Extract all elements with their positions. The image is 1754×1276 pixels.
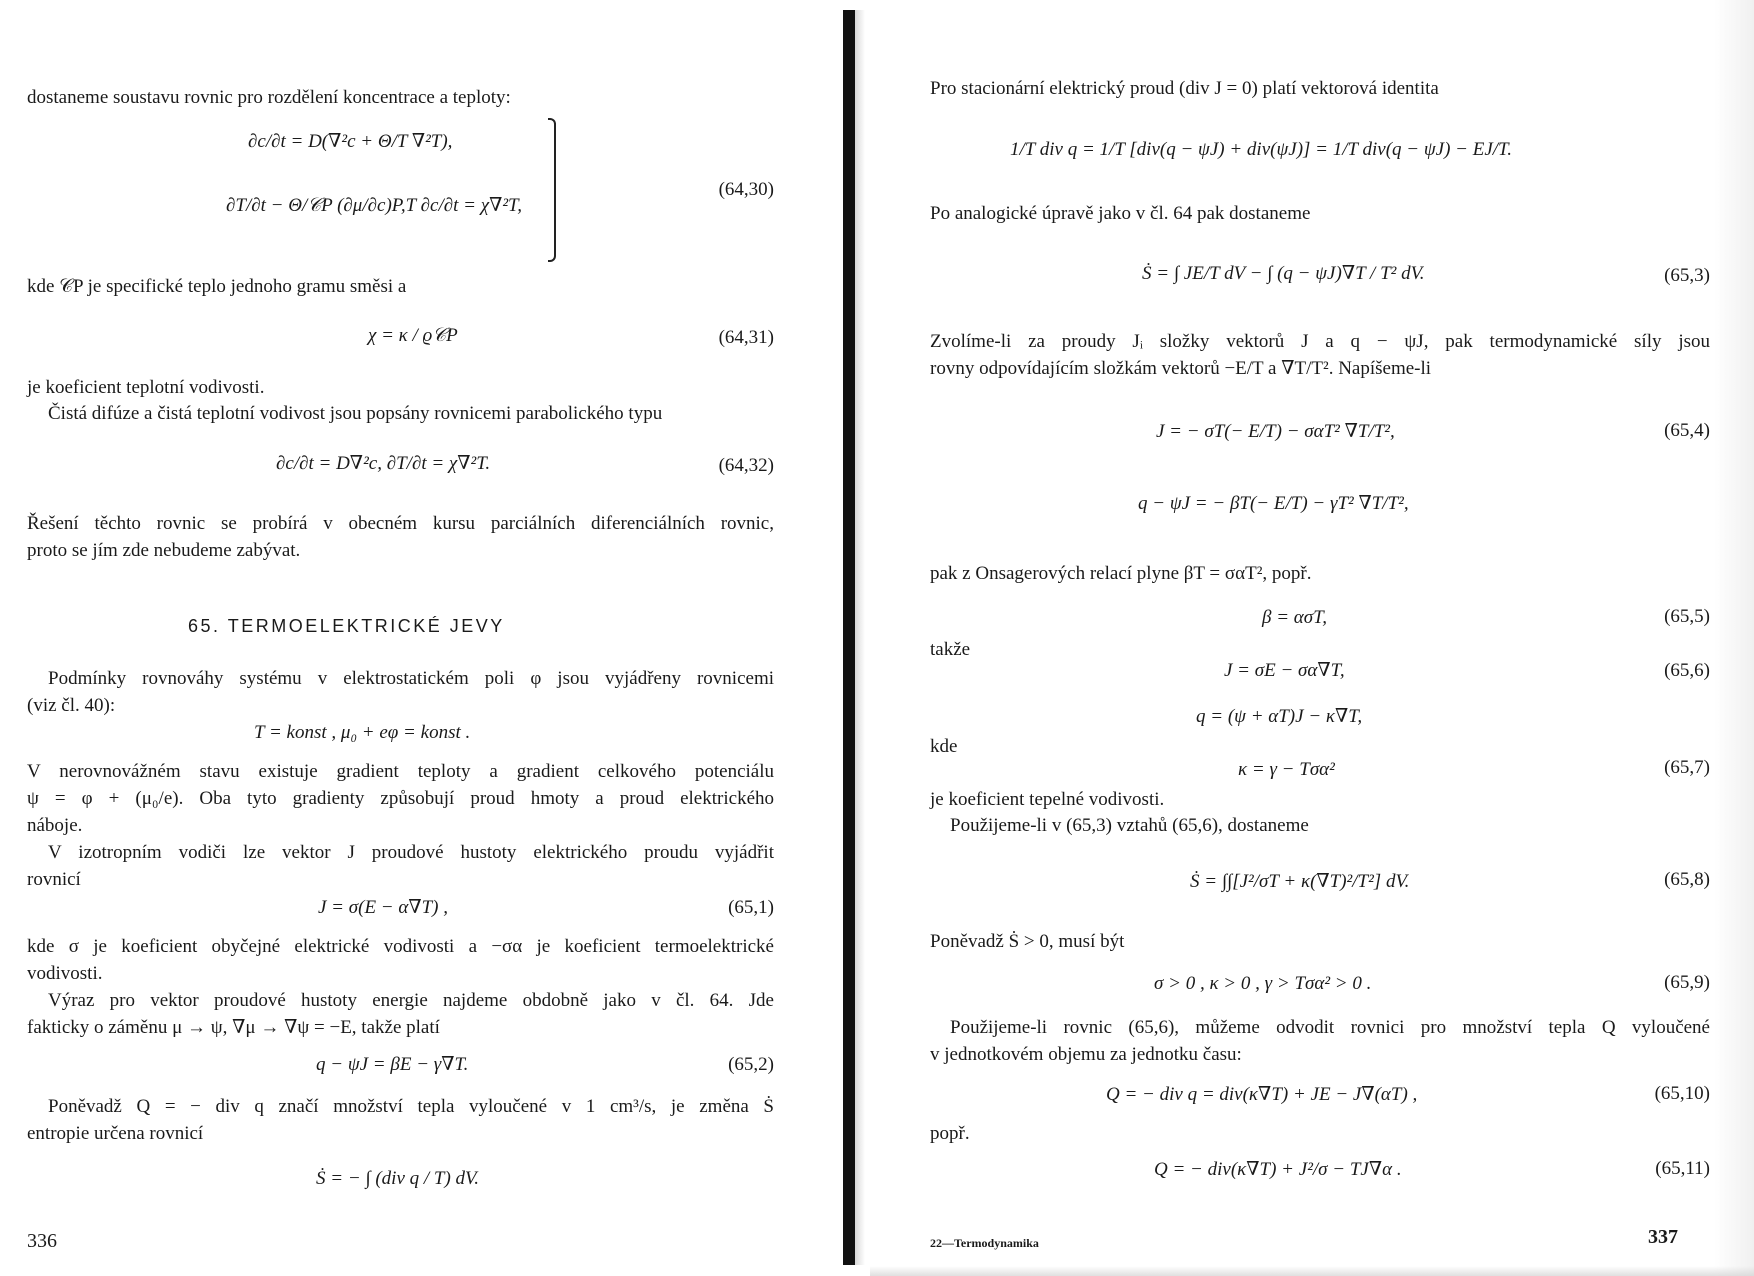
page-number-left: 336 <box>27 1230 57 1252</box>
equation-number-65-6: (65,6) <box>1664 660 1710 681</box>
equation-number-65-4: (65,4) <box>1664 420 1710 441</box>
sigma-line-2: vodivosti. <box>27 963 103 984</box>
equation-number-65-9: (65,9) <box>1664 972 1710 993</box>
equation-65-9: σ > 0 , κ > 0 , γ > Tσα² > 0 . <box>1154 973 1372 994</box>
scan-edge-shading <box>1714 0 1754 1276</box>
equation-65-4-a: J = − σT(− E/T) − σαT² ∇T/T², <box>1156 421 1395 442</box>
equation-65-6-a: J = σE − σα∇T, <box>1224 660 1345 681</box>
left-page <box>0 0 835 1276</box>
using-text: Použijeme-li v (65,3) vztahů (65,6), dostaneme <box>950 815 1309 836</box>
equation-64-30-a: ∂c/∂t = D(∇²c + Θ/T ∇²T), <box>248 131 453 152</box>
equation-identity: 1/T div q = 1/T [div(q − ψJ) + div(ψJ)] = 1/T div(q − ψJ) − EJ/T. <box>1010 139 1512 160</box>
nonequilibrium-line-2: ψ = φ + (μ₀/e). Oba tyto gradienty způsobují proud hmoty a proud elektrického <box>27 788 774 809</box>
popr-text: popř. <box>930 1123 970 1144</box>
expression-line-2: fakticky o záměnu μ → ψ, ∇μ → ∇ψ = −E, takže platí <box>27 1017 440 1038</box>
conditions-line-1: Podmínky rovnováhy systému v elektrostatickém poli φ jsou vyjádřeny rovnicemi <box>48 668 774 689</box>
conditions-line-2: (viz čl. 40): <box>27 695 116 716</box>
thermal-conductivity-text: je koeficient tepelné vodivosti. <box>930 789 1165 810</box>
equation-65-5: β = ασT, <box>1262 607 1328 628</box>
heat-line-2: entropie určena rovnicí <box>27 1123 204 1144</box>
onsager-text: pak z Onsagerových relací plyne βT = σαT², popř. <box>930 563 1312 584</box>
equation-64-31: χ = κ / ϱ𝒞P <box>368 325 458 346</box>
expression-line-1: Výraz pro vektor proudové hustoty energie najdeme obdobně jako v čl. 64. Jde <box>48 990 774 1011</box>
page-number-right: 337 <box>1648 1226 1678 1248</box>
equation-number-64-31: (64,31) <box>718 327 774 348</box>
kde-right-text: kde <box>930 736 958 757</box>
solution-line-1: Řešení těchto rovnic se probírá v obecném kursu parciálních diferenciálních rovnic, <box>27 513 774 534</box>
equation-number-65-8: (65,8) <box>1664 869 1710 890</box>
choose-line-2: rovny odpovídajícím složkám vektorů −E/T a ∇T/T². Napíšeme-li <box>930 358 1432 379</box>
equation-65-1: J = σ(E − α∇T) , <box>318 897 449 918</box>
stationary-text: Pro stacionární elektrický proud (div J = 0) platí vektorová identita <box>930 78 1439 99</box>
equation-65-10: Q = − div q = div(κ∇T) + JE − J∇(αT) , <box>1106 1084 1418 1105</box>
equation-number-65-5: (65,5) <box>1664 606 1710 627</box>
heat-line-1: Poněvadž Q = − div q značí množství tepla vyloučené v 1 cm³/s, je změna Ṡ <box>48 1096 774 1117</box>
isotropic-line-1: V izotropním vodiči lze vektor J proudové hustoty elektrického proudu vyjádřit <box>48 842 774 863</box>
equation-number-65-3: (65,3) <box>1664 265 1710 286</box>
equation-number-65-2: (65,2) <box>728 1054 774 1075</box>
equation-number-64-30: (64,30) <box>718 179 774 200</box>
equation-brace <box>548 118 556 262</box>
isotropic-line-2: rovnicí <box>27 869 81 890</box>
equation-number-65-1: (65,1) <box>728 897 774 918</box>
equation-64-30-b: ∂T/∂t − Θ/𝒞P (∂μ/∂c)P,T ∂c/∂t = χ∇²T, <box>226 195 522 216</box>
equation-number-64-32: (64,32) <box>718 455 774 476</box>
section-heading: 65. TERMOELEKTRICKÉ JEVY <box>188 616 505 636</box>
gutter-shadow <box>855 10 865 1265</box>
koeficient-text: je koeficient teplotní vodivosti. <box>27 377 265 398</box>
scan-bottom-shading <box>870 1266 1754 1276</box>
equation-65-6-b: q = (ψ + αT)J − κ∇T, <box>1196 706 1363 727</box>
equation-number-65-10: (65,10) <box>1654 1083 1710 1104</box>
intro-text: dostaneme soustavu rovnic pro rozdělení koncentrace a teploty: <box>27 87 511 108</box>
solution-line-2: proto se jím zde nebudeme zabývat. <box>27 540 301 561</box>
heat-derivation-line-2: v jednotkovém objemu za jednotku času: <box>930 1044 1242 1065</box>
equation-number-65-11: (65,11) <box>1655 1158 1710 1179</box>
analog-text: Po analogické úpravě jako v čl. 64 pak dostaneme <box>930 203 1311 224</box>
equation-65-7: κ = γ − Tσα² <box>1238 759 1335 780</box>
takze-text: takže <box>930 639 971 660</box>
nonequilibrium-line-3: náboje. <box>27 815 83 836</box>
choose-line-1: Zvolíme-li za proudy Jᵢ složky vektorů J a q − ψJ, pak termodynamické síly jsou <box>930 331 1710 352</box>
equation-equilibrium: T = konst , μ₀ + eφ = konst . <box>254 722 471 743</box>
equation-65-2: q − ψJ = βE − γ∇T. <box>316 1054 469 1075</box>
footer-signature: 22—Termodynamika <box>930 1236 1039 1250</box>
equation-number-65-7: (65,7) <box>1664 757 1710 778</box>
equation-65-11: Q = − div(κ∇T) + J²/σ − TJ∇α . <box>1154 1159 1402 1180</box>
equation-64-32: ∂c/∂t = D∇²c, ∂T/∂t = χ∇²T. <box>276 453 491 474</box>
right-page <box>870 0 1754 1276</box>
heat-derivation-line-1: Použijeme-li rovnic (65,6), můžeme odvodit rovnici pro množství tepla Q vyloučené <box>950 1017 1710 1038</box>
equation-65-3: Ṡ = ∫ JE/T dV − ∫ (q − ψJ)∇T / T² dV. <box>1142 263 1425 284</box>
equation-65-4-b: q − ψJ = − βT(− E/T) − γT² ∇T/T², <box>1138 493 1409 514</box>
kde-text: kde 𝒞P je specifické teplo jednoho gramu směsi a <box>27 276 407 297</box>
since-text: Poněvadž Ṡ > 0, musí být <box>930 931 1125 952</box>
sigma-line-1: kde σ je koeficient obyčejné elektrické vodivosti a −σα je koeficient termoelektrické <box>27 936 774 957</box>
nonequilibrium-line-1: V nerovnovážném stavu existuje gradient teploty a gradient celkového potenciálu <box>27 761 774 782</box>
equation-65-8: Ṡ = ∫∫[J²/σT + κ(∇T)²/T²] dV. <box>1190 871 1410 892</box>
book-gutter <box>843 10 855 1265</box>
parabolic-text: Čistá difúze a čistá teplotní vodivost jsou popsány rovnicemi parabolického typu <box>48 403 663 424</box>
equation-entropy: Ṡ = − ∫ (div q / T) dV. <box>316 1168 479 1189</box>
